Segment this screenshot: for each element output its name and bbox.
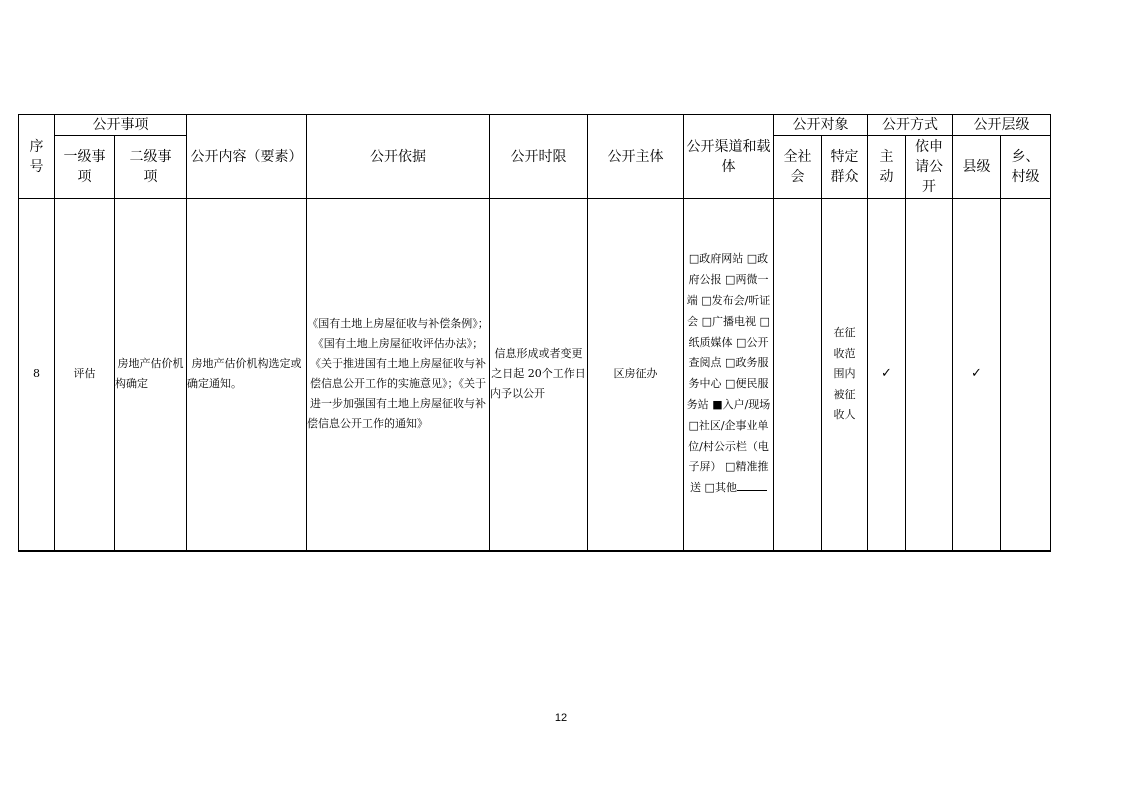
channel-option: □精准推送 (690, 460, 769, 495)
header-time-limit: 公开时限 (490, 115, 588, 199)
row-time-limit: 信息形成或者变更之日起 20个工作日内予以公开 (490, 199, 588, 551)
page-number: 12 (554, 712, 568, 724)
channel-option: □便民服务站 (686, 377, 769, 412)
row-basis: 《国有土地上房屋征收与补偿条例》；《国有土地上房屋征收评估办法》；《关于推进国有土地上房屋征收与补偿信息公开工作的实施意见》；《关于进一步加强国有土地上房屋征收与补偿信息公开工作的通知》 (307, 199, 490, 551)
table-row (19, 199, 1051, 551)
header-channel: 公开渠道和载体 (684, 115, 774, 199)
header-target-specific: 特定群众 (822, 136, 868, 199)
row-target-all (774, 199, 822, 551)
header-level-group: 公开层级 (953, 115, 1051, 136)
row-level1: 评估 (55, 199, 115, 551)
header-subject: 公开主体 (588, 115, 684, 199)
channel-option: □两微一端 (686, 273, 769, 308)
channel-option-selected: ■入户/现场 (712, 398, 771, 412)
header-target-all: 全社会 (774, 136, 822, 199)
row-level-county-check-icon: ✓ (953, 199, 1001, 551)
header-level-county: 县级 (953, 136, 1001, 199)
header-level1: 一级事项 (55, 136, 115, 199)
row-level2: 房地产估价机构确定 (115, 199, 187, 551)
channel-option: □广播电视 (701, 314, 756, 328)
row-channel-list (684, 199, 774, 551)
header-level-township: 乡、村级 (1001, 136, 1051, 199)
row-content: 房地产估价机构选定或确定通知。 (187, 199, 307, 551)
row-target-specific: 在征收范围内被征收人 (822, 199, 868, 551)
header-method-group: 公开方式 (868, 115, 953, 136)
header-content: 公开内容（要素） (187, 115, 307, 199)
header-target-group: 公开对象 (774, 115, 868, 136)
header-level2: 二级事项 (115, 136, 187, 199)
channel-option: □社区/企事业单位/村公示栏（电子屏） (688, 418, 769, 474)
channel-option: □政府网站 (688, 252, 744, 266)
channel-option: □纸质媒体 (688, 314, 770, 349)
row-seq: 8 (19, 199, 55, 551)
channel-option: □政府公报 (688, 252, 769, 287)
channel-option: □公开查阅点 (688, 335, 769, 370)
row-subject: 区房征办 (588, 199, 684, 551)
row-method-active-check-icon: ✓ (868, 199, 906, 551)
channel-option-other: □其他 (705, 481, 767, 494)
header-method-apply: 依申请公开 (906, 136, 953, 199)
disclosure-table (18, 114, 1051, 552)
other-blank-line (737, 478, 767, 491)
header-items-group: 公开事项 (55, 115, 187, 136)
channel-option: □发布会/听证会 (687, 294, 771, 328)
header-method-active: 主动 (868, 136, 906, 199)
row-method-apply (906, 199, 953, 551)
header-basis: 公开依据 (307, 115, 490, 199)
channel-option: □政务服务中心 (688, 356, 769, 391)
row-level-township (1001, 199, 1051, 551)
header-row-1 (19, 115, 1051, 136)
header-seq: 序号 (19, 115, 55, 199)
